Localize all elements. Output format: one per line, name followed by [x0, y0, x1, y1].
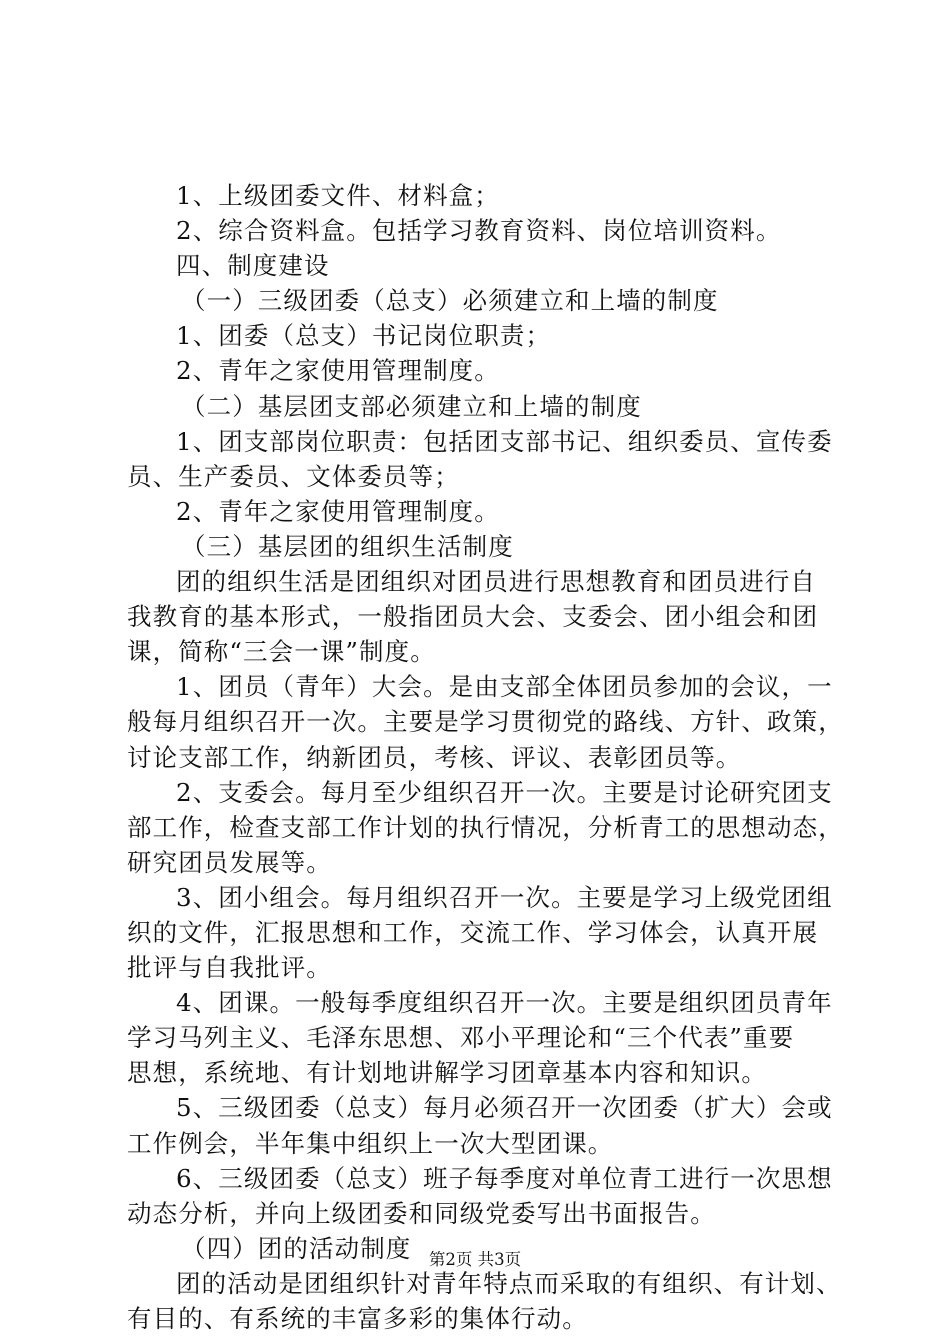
text-line: （一）三级团委（总支）必须建立和上墙的制度 [181, 286, 719, 316]
text-line: 动态分析，并向上级团委和同级党委写出书面报告。 [127, 1198, 716, 1228]
text-line: 四、制度建设 [176, 251, 330, 281]
text-line: 讨论支部工作，纳新团员，考核、评议、表彰团员等。 [127, 742, 742, 772]
text-line: 2、综合资料盒。包括学习教育资料、岗位培训资料。 [176, 216, 782, 246]
text-line: 团的活动是团组织针对青年特点而采取的有组织、有计划、 [176, 1268, 842, 1298]
text-line: 3、团小组会。每月组织召开一次。主要是学习上级党团组 [176, 882, 833, 912]
text-line: 思想，系统地、有计划地讲解学习团章基本内容和知识。 [127, 1058, 767, 1088]
text-line: （四）团的活动制度 [181, 1233, 412, 1263]
text-line: 团的组织生活是团组织对团员进行思想教育和团员进行自 [176, 567, 816, 597]
text-line: 员、生产委员、文体委员等； [127, 461, 460, 491]
page-footer: 第2页 共3页 [428, 1250, 522, 1269]
text-line: 4、团课。一般每季度组织召开一次。主要是组织团员青年 [176, 988, 833, 1018]
text-line: 课，简称“三会一课”制度。 [127, 637, 436, 667]
text-line: 1、团委（总支）书记岗位职责； [176, 321, 552, 351]
text-line: 织的文件，汇报思想和工作，交流工作、学习体会，认真开展 [127, 917, 819, 947]
text-line: 2、支委会。每月至少组织召开一次。主要是讨论研究团支 [176, 777, 833, 807]
text-line: （三）基层团的组织生活制度 [181, 531, 514, 561]
text-line: 工作例会，半年集中组织上一次大型团课。 [127, 1128, 614, 1158]
text-line: 部工作，检查支部工作计划的执行情况，分析青工的思想动态， [127, 812, 844, 842]
text-line: 1、上级团委文件、材料盒； [176, 181, 500, 210]
text-line: 般每月组织召开一次。主要是学习贯彻党的路线、方针、政策， [127, 707, 844, 737]
text-line: 5、三级团委（总支）每月必须召开一次团委（扩大）会或 [176, 1093, 833, 1123]
text-line: 1、团员（青年）大会。是由支部全体团员参加的会议，一 [176, 672, 833, 702]
text-line: 6、三级团委（总支）班子每季度对单位青工进行一次思想 [176, 1163, 833, 1193]
text-line: 1、团支部岗位职责：包括团支部书记、组织委员、宣传委 [176, 426, 833, 456]
document-body [127, 178, 844, 1336]
text-line: 我教育的基本形式，一般指团员大会、支委会、团小组会和团 [127, 602, 819, 632]
text-line: 批评与自我批评。 [127, 953, 332, 983]
text-line: 2、青年之家使用管理制度。 [176, 496, 500, 526]
text-line: 学习马列主义、毛泽东思想、邓小平理论和“三个代表”重要 [127, 1023, 795, 1053]
text-line: （二）基层团支部必须建立和上墙的制度 [181, 391, 642, 421]
text-line: 2、青年之家使用管理制度。 [176, 356, 500, 386]
text-line: 研究团员发展等。 [127, 847, 332, 877]
text-line: 有目的、有系统的丰富多彩的集体行动。 [127, 1304, 588, 1333]
